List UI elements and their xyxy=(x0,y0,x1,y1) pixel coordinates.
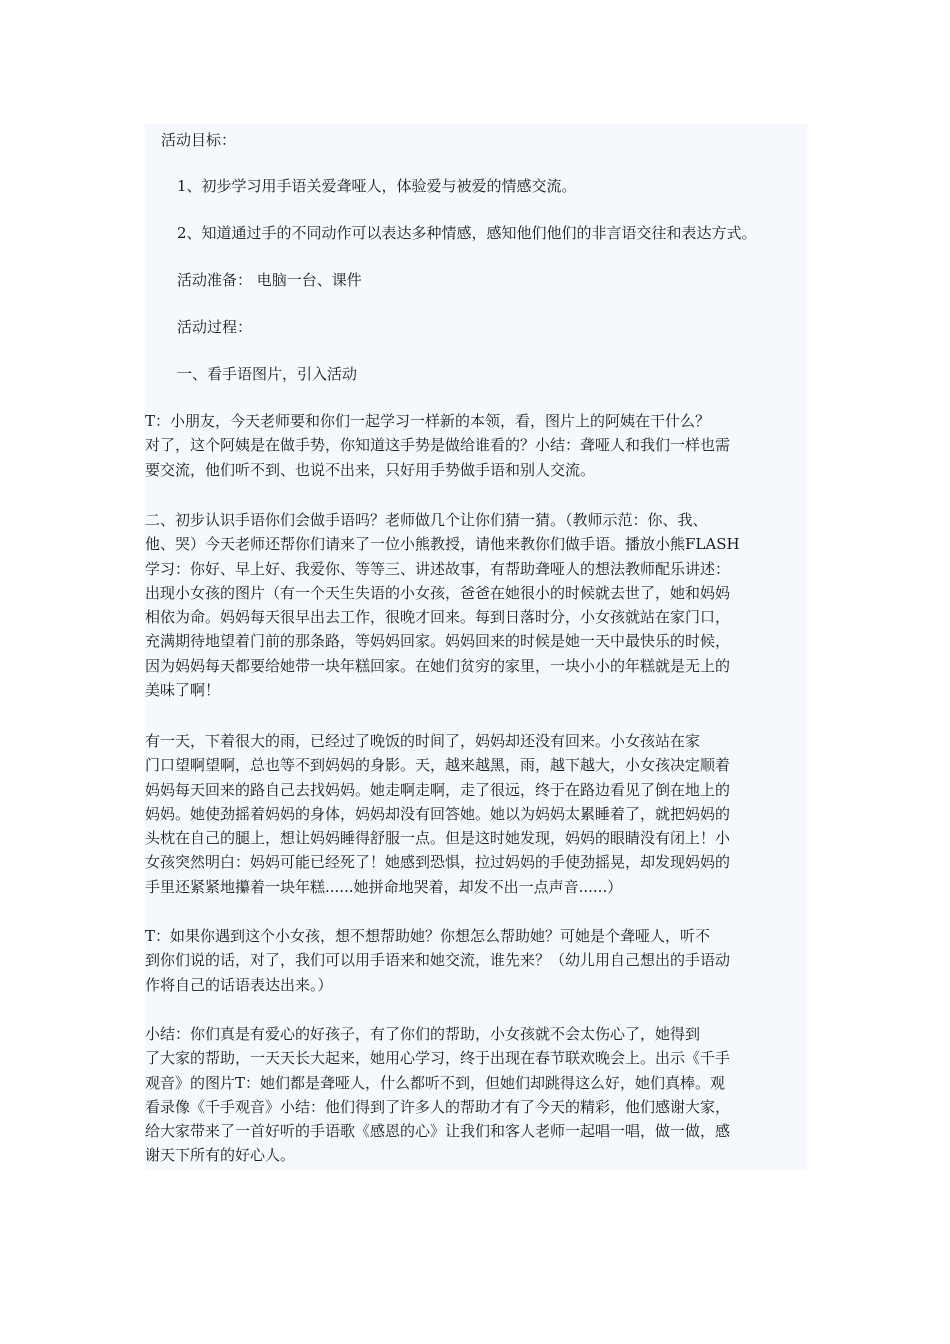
paragraph-line: 作将自己的话语表达出来。） xyxy=(145,975,333,994)
preparation-line: 活动准备： 电脑一台、课件 xyxy=(177,271,362,289)
paragraph-line: 妈妈。她使劲摇着妈妈的身体，妈妈却没有回答她。她以为妈妈太累睡着了，就把妈妈的 xyxy=(145,804,731,823)
goal-item-2: 2、知道通过手的不同动作可以表达多种情感，感知他们他们的非言语交往和表达方式。 xyxy=(177,224,757,242)
process-heading: 活动过程： xyxy=(177,318,253,336)
paragraph-line: 给大家带来了一首好听的手语歌《感恩的心》让我们和客人老师一起唱一唱，做一做，感 xyxy=(145,1122,731,1141)
paragraph-line: 相依为命。妈妈每天很早出去工作，很晚才回来。每到日落时分，小女孩就站在家门口， xyxy=(145,608,731,627)
paragraph-line: 二、初步认识手语你们会做手语吗？老师做几个让你们猜一猜。（教师示范：你、我、 xyxy=(145,511,708,529)
paragraph-line: 观音》的图片T：她们都是聋哑人，什么都听不到，但她们却跳得这么好，她们真棒。观 xyxy=(145,1073,726,1092)
paragraph-line: 要交流，他们听不到、也说不出来，只好用手势做手语和别人交流。 xyxy=(145,460,596,479)
paragraph-line: 妈妈每天回来的路自己去找妈妈。她走啊走啊，走了很远，终于在路边看见了倒在地上的 xyxy=(145,780,731,799)
paragraph-line: 美味了啊！ xyxy=(145,681,221,700)
step-1-heading: 一、看手语图片，引入活动 xyxy=(177,365,358,383)
paragraph-line: 谢天下所有的好心人。 xyxy=(145,1146,296,1165)
paragraph-line: 充满期待地望着门前的那条路，等妈妈回家。妈妈回来的时候是她一天中最快乐的时候， xyxy=(145,632,731,651)
paragraph-line: 门口望啊望啊，总也等不到妈妈的身影。天，越来越黑，雨，越下越大，小女孩决定顺着 xyxy=(145,756,731,775)
paragraph-line: 女孩突然明白：妈妈可能已经死了！她感到恐惧，拉过妈妈的手使劲摇晃，却发现妈妈的 xyxy=(145,853,731,872)
paragraph-line: T：如果你遇到这个小女孩，想不想帮助她？你想怎么帮助她？可她是个聋哑人，听不 xyxy=(145,927,711,945)
paragraph-line: 手里还紧紧地攥着一块年糕......她拼命地哭着，却发不出一点声音......） xyxy=(145,877,623,896)
goal-item-1: 1、初步学习用手语关爱聋哑人，体验爱与被爱的情感交流。 xyxy=(177,177,577,195)
paragraph-line: 学习：你好、早上好、我爱你、等等三、讲述故事，有帮助聋哑人的想法教师配乐讲述： xyxy=(145,559,731,578)
paragraph-line: 因为妈妈每天都要给她带一块年糕回家。在她们贫穷的家里，一块小小的年糕就是无上的 xyxy=(145,656,731,675)
goals-heading: 活动目标： xyxy=(161,131,237,149)
paragraph-line: 看录像《千手观音》小结：他们得到了许多人的帮助才有了今天的精彩，他们感谢大家， xyxy=(145,1097,731,1116)
paragraph-t2 xyxy=(145,924,807,997)
paragraph-line: T：小朋友，今天老师要和你们一起学习一样新的本领，看，图片上的阿姨在干什么？ xyxy=(145,412,711,430)
paragraph-line: 对了，这个阿姨是在做手势，你知道这手势是做给谁看的？小结：聋哑人和我们一样也需 xyxy=(145,436,731,455)
paragraph-line: 了大家的帮助，一天天长大起来，她用心学习，终于出现在春节联欢晚会上。出示《千手 xyxy=(145,1049,731,1068)
paragraph-line: 小结：你们真是有爱心的好孩子，有了你们的帮助，小女孩就不会太伤心了，她得到 xyxy=(145,1025,701,1043)
paragraph-story xyxy=(145,729,807,899)
paragraph-line: 他、哭）今天老师还帮你们请来了一位小熊教授，请他来教你们做手语。播放小熊FLASH xyxy=(145,535,740,554)
paragraph-t1 xyxy=(145,409,807,482)
paragraph-step-2 xyxy=(145,508,807,702)
paragraph-line: 头枕在自己的腿上，想让妈妈睡得舒服一点。但是这时她发现，妈妈的眼睛没有闭上！小 xyxy=(145,829,731,848)
paragraph-line: 到你们说的话，对了，我们可以用手语来和她交流，谁先来？（幼儿用自己想出的手语动 xyxy=(145,951,731,970)
paragraph-summary xyxy=(145,1022,807,1168)
paragraph-line: 出现小女孩的图片（有一个天生失语的小女孩，爸爸在她很小的时候就去世了，她和妈妈 xyxy=(145,583,731,602)
paragraph-line: 有一天，下着很大的雨，已经过了晚饭的时间了，妈妈却还没有回来。小女孩站在家 xyxy=(145,732,701,750)
